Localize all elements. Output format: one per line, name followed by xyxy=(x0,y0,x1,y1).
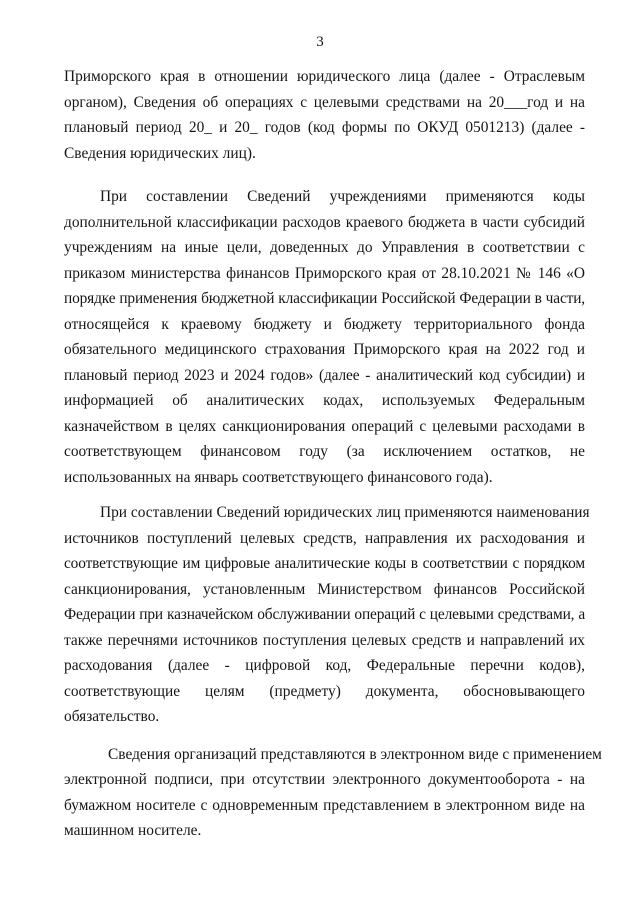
text-line: приказом министерства финансов Приморского края от 28.10.2021 № 146 «О xyxy=(64,264,585,282)
text-line: казначейством в целях санкционирования операций с целевыми расходами в xyxy=(64,417,585,435)
text-line: источников поступлений целевых средств, направления их расходования и xyxy=(64,529,585,547)
text-line: обязательного медицинского страхования Приморского края на 2022 год и xyxy=(64,341,585,358)
text-line: плановый период 20_ и 20_ годов (код формы по ОКУД 0501213) (далее - xyxy=(64,119,585,136)
paragraph-4 xyxy=(64,742,602,844)
text-line: информацией об аналитических кодах, используемых Федеральным xyxy=(64,392,585,409)
text-line: относящейся к краевому бюджету и бюджету территориального фонда xyxy=(64,315,585,333)
text-line: также перечнями источников поступления целевых средств и направлений их xyxy=(64,631,585,649)
text-line: плановый период 2023 и 2024 годов» (далее - аналитический код субсидии) и xyxy=(64,366,585,384)
paragraph-2 xyxy=(64,184,585,490)
text-line: соответствующие целям (предмету) документа, обосновывающего xyxy=(64,682,585,700)
text-line: обязательство. xyxy=(64,708,160,725)
text-line: При составлении Сведений учреждениями применяются коды xyxy=(100,188,585,205)
page-number: 3 xyxy=(316,34,324,50)
text-line: При составлении Сведений юридических лиц применяются наименования xyxy=(100,504,590,521)
text-line: органом), Сведения об операциях с целевыми средствами на 20___год и на xyxy=(64,93,585,111)
text-line: учреждениям на иные цели, доведенных до Управления в соответствии с xyxy=(64,239,585,256)
text-line: машинном носителе. xyxy=(64,822,202,839)
text-line: использованных на январь соответствующего финансового года). xyxy=(64,468,493,486)
text-line: Сведения организаций представляются в электронном виде с применением xyxy=(108,745,602,763)
text-line: Сведения юридических лиц). xyxy=(64,144,256,162)
text-line: порядке применения бюджетной классификации Российской Федерации в части, xyxy=(64,290,585,307)
text-line: санкционирования, установленным Министерством финансов Российской xyxy=(64,580,585,598)
text-line: бумажном носителе с одновременным представлением в электронном виде на xyxy=(64,796,585,814)
text-line: расходования (далее - цифровой код, Федеральные перечни кодов), xyxy=(64,657,585,674)
text-line: соответствующем финансовом году (за исключением остатков, не xyxy=(64,443,585,460)
text-line: соответствующие им цифровые аналитические коды в соответствии с порядком xyxy=(64,555,585,572)
paragraph-1 xyxy=(64,64,585,166)
document-body xyxy=(64,64,602,844)
text-line: Федерации при казначейском обслуживании операций с целевыми средствами, а xyxy=(64,606,585,623)
text-line: электронной подписи, при отсутствии электронного документооборота - на xyxy=(64,771,585,788)
text-line: дополнительной классификации расходов краевого бюджета в части субсидий xyxy=(64,213,585,231)
paragraph-3 xyxy=(64,500,590,730)
text-line: Приморского края в отношении юридического лица (далее - Отраслевым xyxy=(64,68,585,85)
